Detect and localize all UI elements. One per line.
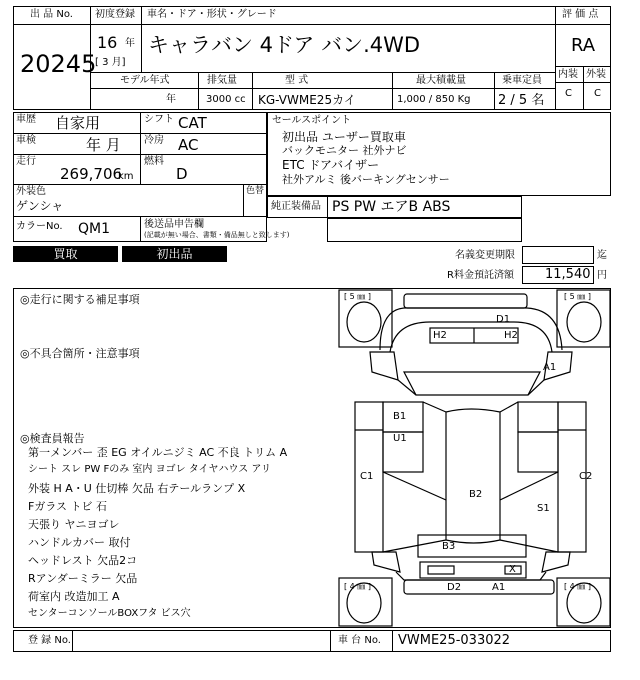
equipment-label: 純正装備品 bbox=[271, 201, 321, 212]
first-listing-tag: 初出品 bbox=[122, 246, 227, 262]
type-label: 型 式 bbox=[285, 75, 309, 86]
inspection: 年 月 bbox=[86, 136, 121, 154]
model-year-unit: 年 bbox=[166, 94, 176, 105]
tire-front-right: [ 5 ㎜ ] bbox=[564, 292, 591, 301]
footer-block bbox=[13, 630, 611, 652]
report-line: Rアンダーミラー 欠品 bbox=[28, 572, 138, 585]
score: RA bbox=[571, 35, 596, 56]
mileage-label: 走行 bbox=[16, 156, 36, 167]
displacement: 3000 cc bbox=[206, 94, 246, 105]
fuel: D bbox=[176, 165, 188, 183]
reg-month: [ 3 月] bbox=[95, 57, 126, 68]
inspector-report-label: ◎検査員報告 bbox=[20, 432, 85, 445]
tire-front-left: [ 5 ㎜ ] bbox=[344, 292, 371, 301]
load-capacity: 1,000 / 850 Kg bbox=[397, 94, 471, 105]
driving-notes-label: ◎走行に関する補足事項 bbox=[20, 293, 140, 306]
car-name: キャラバン 4ドア バン.4WD bbox=[148, 33, 421, 57]
seating-capacity: 2 / 5 名 bbox=[498, 93, 545, 108]
tire-rear-right: [ 4 ㎜ ] bbox=[564, 582, 591, 591]
report-line: 第一メンバー 歪 EG オイルニジミ AC 不良 トリム A bbox=[28, 446, 288, 459]
equipment: PS PW エアB ABS bbox=[332, 199, 451, 215]
color-no-label: カラーNo. bbox=[16, 221, 63, 232]
history: 自家用 bbox=[55, 114, 101, 132]
mark-b3: B3 bbox=[442, 541, 456, 552]
mark-a1: A1 bbox=[543, 362, 557, 373]
car-name-label: 車名・ドア・形状・グレード bbox=[147, 9, 277, 20]
lot-no-label: 出 品 No. bbox=[30, 9, 73, 20]
model-year-label: モデル年式 bbox=[120, 75, 170, 86]
report-line: 天張り ヤニヨゴレ bbox=[28, 518, 120, 531]
inspector-report bbox=[28, 447, 328, 627]
color-no: QM1 bbox=[78, 221, 111, 237]
mark-d1: D1 bbox=[496, 314, 511, 325]
mark-u1: U1 bbox=[393, 433, 407, 444]
tire-rear-left: [ 4 ㎜ ] bbox=[344, 582, 371, 591]
reg-year-unit: 年 bbox=[125, 38, 135, 49]
recycle-unit: 円 bbox=[597, 270, 607, 281]
displacement-label: 排気量 bbox=[207, 75, 237, 86]
score-label: 評 価 点 bbox=[562, 9, 599, 20]
chassis-label: 車 台 No. bbox=[338, 635, 381, 646]
sales-line: バックモニター 社外ナビ bbox=[282, 144, 407, 157]
color-change-label: 色替 bbox=[246, 186, 265, 196]
recycle-label: R料金預託済額 bbox=[447, 270, 514, 281]
shift: CAT bbox=[178, 114, 207, 132]
report-line: Fガラス トビ 石 bbox=[28, 500, 107, 513]
report-line: ハンドルカバー 取付 bbox=[28, 536, 131, 549]
mark-h2: H2 bbox=[433, 330, 447, 341]
mark-c1: C1 bbox=[360, 471, 374, 482]
mark-a1: A1 bbox=[492, 582, 506, 593]
mark-x: X bbox=[509, 564, 516, 575]
defect-notes-label: ◎不具合箇所・注意事項 bbox=[20, 347, 140, 360]
shift-label: シフト bbox=[144, 114, 174, 125]
mileage-unit: km bbox=[118, 171, 134, 182]
chassis-number: VWME25-033022 bbox=[398, 633, 511, 648]
vehicle-type: KG-VWME25カイ bbox=[258, 93, 356, 107]
report-line: センターコンソールBOXフタ ビス穴 bbox=[28, 608, 191, 619]
ext-color-label: 外装色 bbox=[16, 186, 46, 197]
interior-label: 内装 bbox=[558, 69, 578, 80]
ship-label: 後送品申告欄 bbox=[144, 219, 204, 230]
report-line: シート スレ PW Fのみ 室内 ヨゴレ タイヤハウス アリ bbox=[28, 464, 272, 475]
ac: AC bbox=[178, 136, 199, 154]
rename-unit: 迄 bbox=[597, 250, 607, 261]
recycle-value: 11,540 bbox=[545, 267, 591, 282]
interior-score: C bbox=[565, 88, 572, 99]
ext-color: ゲンシャ bbox=[16, 199, 64, 213]
mark-b1: B1 bbox=[393, 411, 407, 422]
rename-field bbox=[522, 246, 594, 264]
ship-note: (記載が無い場合、書類・備品無しと致します) bbox=[144, 231, 290, 239]
mark-d2: D2 bbox=[447, 582, 462, 593]
sales-line: ETC ドアバイザー bbox=[282, 158, 380, 172]
capacity-label: 乗車定員 bbox=[502, 75, 542, 86]
registration-label: 登 録 No. bbox=[28, 635, 71, 646]
fuel-label: 燃料 bbox=[144, 156, 164, 167]
history-label: 車歴 bbox=[16, 114, 36, 125]
report-line: 荷室内 改造加工 A bbox=[28, 590, 120, 603]
load-label: 最大積載量 bbox=[416, 75, 466, 86]
first-reg-label: 初度登録 bbox=[95, 9, 135, 20]
report-line: ヘッドレスト 欠品2コ bbox=[28, 554, 138, 567]
mark-c2: C2 bbox=[579, 471, 593, 482]
reg-year: 16 bbox=[97, 33, 118, 52]
sales-line: 初出品 ユーザー買取車 bbox=[282, 130, 406, 144]
sales-line: 社外アルミ 後バーキングセンサー bbox=[282, 173, 450, 186]
report-line: 外装 H A・U 仕切棒 欠品 右テールランプ X bbox=[28, 482, 246, 495]
mark-h2: H2 bbox=[504, 330, 518, 341]
exterior-score: C bbox=[594, 88, 601, 99]
inspection-label: 車検 bbox=[16, 135, 36, 146]
lot-no: 20245 bbox=[20, 50, 97, 78]
ac-label: 冷房 bbox=[144, 135, 164, 146]
rename-label: 名義変更期限 bbox=[455, 250, 515, 261]
buyback-tag: 買取 bbox=[13, 246, 118, 262]
exterior-label: 外装 bbox=[586, 69, 606, 80]
mark-s1: S1 bbox=[537, 503, 550, 514]
mileage: 269,706 bbox=[60, 165, 123, 183]
mark-b2: B2 bbox=[469, 489, 483, 500]
sales-label: セールスポイント bbox=[272, 115, 352, 126]
